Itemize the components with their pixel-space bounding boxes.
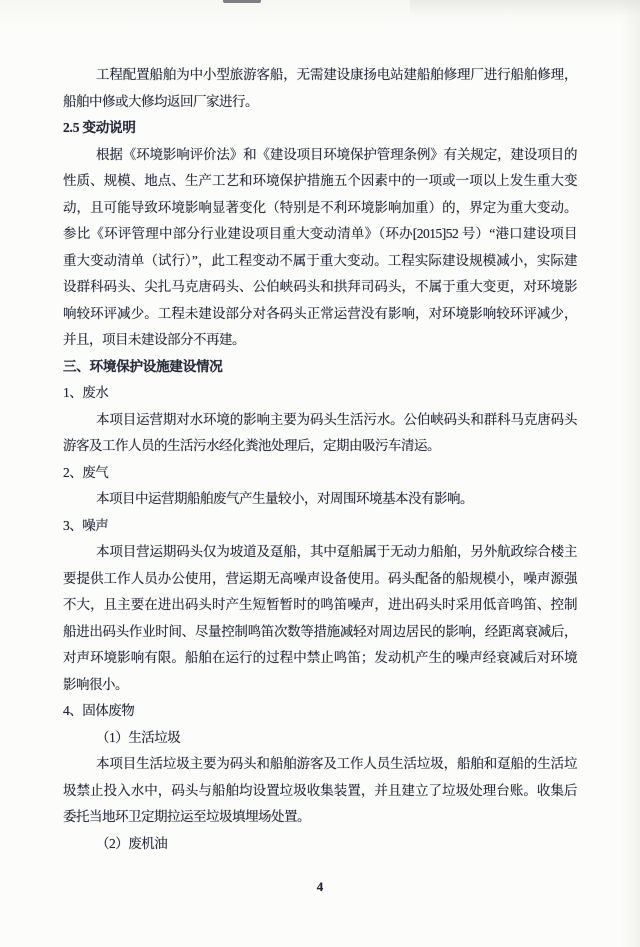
scan-smudge-artifact: [223, 0, 261, 3]
heading-line: 三、环境保护设施建设情况: [63, 358, 223, 374]
text-line: 圾禁止投入水中，码头与船舶均设置垃圾收集装置，并且建立了垃圾处理台账。收集后: [63, 782, 577, 798]
text-line: 船进出码头作业时间、尽量控制鸣笛次数等措施减轻对周边居民的影响，经距离衰减后，: [63, 623, 577, 639]
heading-line: 2.5 变动说明: [63, 120, 136, 135]
text-line: 本项目中运营期船舶废气产生量较小，对周围环境基本没有影响。: [96, 491, 473, 506]
text-line: 游客及工作人员的生活污水经化粪池处理后，定期由吸污车清运。: [63, 438, 440, 453]
document-body: [63, 62, 577, 895]
text-line: 不大，且主要在进出码头时产生短暂暂时的鸣笛噪声，进出码头时采用低音鸣笛、控制: [63, 597, 577, 612]
text-line: 响较环评减少。工程未建设部分对各码头正常运营没有影响，对环境影响较环评减少，: [63, 305, 577, 321]
scan-haze-artifact: [410, 0, 640, 16]
text-line: 船舶中修或大修均返回厂家进行。: [63, 93, 258, 109]
text-line: 性质、规模、地点、生产工艺和环境保护措施五个因素中的一项或一项以上发生重大变: [63, 173, 577, 188]
text-line: 并且，项目未建设部分不再建。: [63, 332, 245, 347]
text-line: 影响很小。: [63, 676, 128, 692]
text-line: 对声环境影响有限。船舶在运行的过程中禁止鸣笛；发动机产生的噪声经衰减后对环境: [63, 650, 577, 665]
text-line: 本项目运营期对水环境的影响主要为码头生活污水。公伯峡码头和群科马克唐码头: [96, 411, 577, 427]
text-line: 重大变动清单（试行）”，此工程变动不属于重大变动。工程实际建设规模减小，实际建: [63, 252, 577, 268]
text-line: 3、噪声: [63, 517, 109, 533]
document-lines: [63, 62, 577, 857]
text-line: 工程配置船舶为中小型旅游客船，无需建设康扬电站建船舶修理厂进行船舶修理，: [96, 67, 577, 82]
text-line: 要提供工作人员办公使用，营运期无高噪声设备使用。码头配备的船规模小，噪声源强: [63, 570, 577, 586]
text-line: 动，且可能导致环境影响显著变化（特别是不利环境影响加重）的，界定为重大变动。: [63, 199, 577, 215]
text-line: （1）生活垃圾: [96, 729, 181, 745]
text-line: 本项目营运期码头仅为坡道及趸船，其中趸船属于无动力船舶，另外航政综合楼主: [96, 544, 577, 559]
text-line: 设群科码头、尖扎马克唐码头、公伯峡码头和拱拜司码头，不属于重大变更，对环境影: [63, 279, 577, 294]
text-line: 参比《环评管理中部分行业建设项目重大变动清单》（环办[2015]52 号）“港口建设项目: [63, 226, 577, 241]
text-line: 4、固体废物: [63, 703, 135, 718]
page-number: 4: [316, 879, 324, 894]
text-line: 根据《环境影响评价法》和《建设项目环境保护管理条例》有关规定，建设项目的: [96, 146, 577, 162]
text-line: 委托当地环卫定期拉运至垃圾填埋场处置。: [63, 809, 310, 824]
text-line: 1、废水: [63, 385, 109, 400]
text-line: （2）废机油: [96, 835, 168, 851]
text-line: 本项目生活垃圾主要为码头和船舶游客及工作人员生活垃圾，船舶和趸船的生活垃: [96, 756, 577, 771]
text-line: 2、废气: [63, 464, 109, 480]
